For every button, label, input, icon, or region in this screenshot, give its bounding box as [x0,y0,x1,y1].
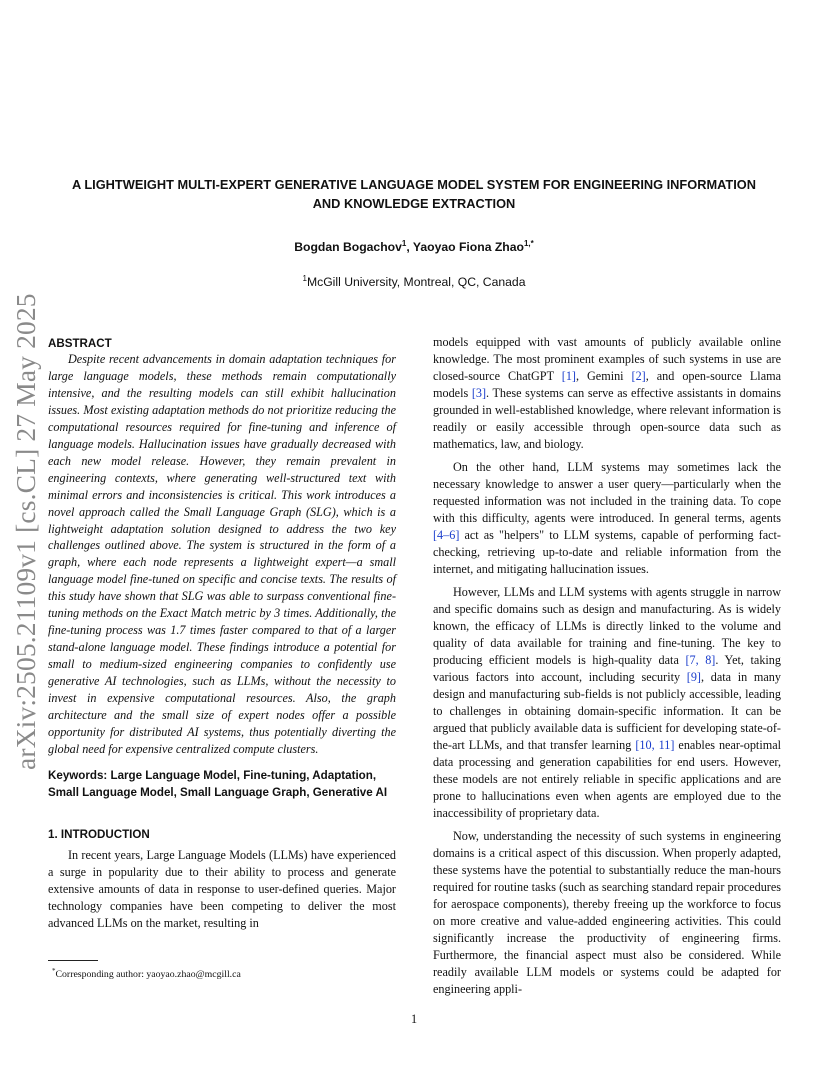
text-run: models equipped with vast amounts of publicly available online knowledge. The most prominent examples of such systems in use are closed-source ChatGPT [433,335,781,383]
abstract-heading: ABSTRACT [48,337,112,350]
text-run: enables near-optimal data processing and generation capabilities for end users. However, these models are not entirely reliable in specific applications and are prone to hallucinations even when agents are employed due to the inaccessibility of proprietary data. [433,737,781,820]
affiliation [0,274,828,289]
title-line-1: A LIGHTWEIGHT MULTI-EXPERT GENERATIVE LANGUAGE MODEL SYSTEM FOR ENGINEERING INFORMATION [72,177,756,192]
arxiv-identifier-stamp: arXiv:2505.21109v1 [cs.CL] 27 May 2025 [10,293,41,770]
text-run: , and open-source Llama models [433,368,781,400]
author-2-affil-mark: 1,* [523,239,534,248]
text-run: On the other hand, LLM systems may sometimes lack the necessary knowledge to answer a user query—particularly when the requested information was not included in the training data. To cope with this difficulty, agents were introduced. In general terms, agents [433,460,781,526]
text-run: . Yet, taking various factors into account, including security [433,653,781,685]
abstract-text: Despite recent advancements in domain adaptation techniques for large language models, these methods remain computationally intensive, and the resulting models can still exhibit hallucination issues. Most existing adaptation methods do not prioritize reducing the computational resources required for fine-tuning and inference of language models. Hallucination issues have gradually decreased with each new model release. However, they remain prevalent in engineering contexts, where generating well-structured text with minimal errors and inconsistencies is critical. This work introduces a novel approach called the Small Language Graph (SLG), which is a lightweight adaptation solution designed to address the two key challenges outlined above. The system is structured in the form of a graph, where each node represents a lightweight expert—a small language model fine-tuned on specific and concise texts. The results of this study have shown that SLG was able to surpass conventional fine-tuning methods on the Exact Match metric by 3 times. Additionally, the fine-tuning process was 1.7 times faster compared to that of a larger stand-alone language model. These findings introduce a potential for small to medium-sized engineering companies to confidently use generative AI technologies, such as LLMs, without the necessity to invest in expensive computational resources. Also, the graph architecture and the small size of expert nodes offer a possible opportunity for distributed AI systems, thus potentially diverting the global need for expensive centralized compute clusters. [48,352,396,756]
body-paragraph-3 [433,584,781,821]
body-paragraph-2 [433,459,781,578]
author-1: Bogdan Bogachov [294,240,402,254]
footnote-mark: * [52,967,56,975]
citation-link[interactable]: [9] [686,670,701,685]
citation-link[interactable]: [7, 8] [685,653,716,668]
citation-link[interactable]: [10, 11] [635,737,675,752]
citation-link[interactable]: [2] [631,368,646,383]
author-separator: , [406,240,413,254]
text-run: , data in many design and manufacturing sub-fields is not publicly accessible, leading to challenges in obtaining domain-specific information. It can be argued that publicly available data is sufficient for developing state-of-the-art LLMs, and that transfer learning [433,670,781,752]
affiliation-mark: 1 [302,274,307,283]
text-run: act as "helpers" to LLM systems, capable of performing fact-checking, retrieving up-to-date and reliable information from the internet, and mitigating hallucination issues. [433,527,781,576]
footnote-text: Corresponding author: yaoyao.zhao@mcgill.ca [55,969,241,980]
citation-link[interactable]: [3] [471,385,487,400]
corresponding-author-footnote [52,965,241,981]
text-run: , Gemini [575,368,632,383]
page-number: 1 [410,1012,418,1026]
right-column [433,334,781,1004]
paper-title [40,176,788,213]
author-2: Yaoyao Fiona Zhao [412,240,524,254]
title-line-2: AND KNOWLEDGE EXTRACTION [312,195,516,211]
introduction-paragraph-1: In recent years, Large Language Models (LLMs) have experienced a surge in popularity due to their ability to process and generate extensive amounts of data in response to user-defined queries. Major technology companies have been competing to deliver the most advanced LLMs on the market, resulting in [48,847,396,930]
affiliation-text: McGill University, Montreal, QC, Canada [306,275,526,289]
text-run: However, LLMs and LLM systems with agents struggle in narrow and specific domains such as design and manufacturing. As is widely known, the efficacy of LLMs is directly linked to the volume and quality of data available for training and fine-tuning. The key to producing efficient models is high-quality data [433,585,781,668]
text-run: . These systems can serve as effective assistants in domains grounded in well-established knowledge, where relevant information is readily or easily accessible through open-source data such as mathematics, law, and biology. [433,385,781,451]
footnote-divider [48,960,98,961]
author-list [0,239,828,254]
keywords: Keywords: Large Language Model, Fine-tuning, Adaptation, Small Language Model, Small Language Graph, Generative AI [48,768,388,799]
author-1-affil-mark: 1 [401,239,407,248]
body-paragraph-1 [433,334,781,453]
body-paragraph-4: Now, understanding the necessity of such systems in engineering domains is a critical aspect of this discussion. When properly adapted, these systems have the potential to substantially reduce the man-hours required for routine tasks (such as searching standard repair procedures for aerospace components), thereby freeing up the workforce to focus on more creative and value-added engineering activities. This could significantly increase the productivity of engineering firms. Furthermore, the financial aspect must also be considered. While readily available LLM models or systems could be adapted for engineering appli- [433,829,781,996]
left-column [48,336,396,932]
citation-link[interactable]: [4–6] [433,527,460,542]
introduction-heading: 1. INTRODUCTION [48,827,150,841]
citation-link[interactable]: [1] [561,368,576,383]
